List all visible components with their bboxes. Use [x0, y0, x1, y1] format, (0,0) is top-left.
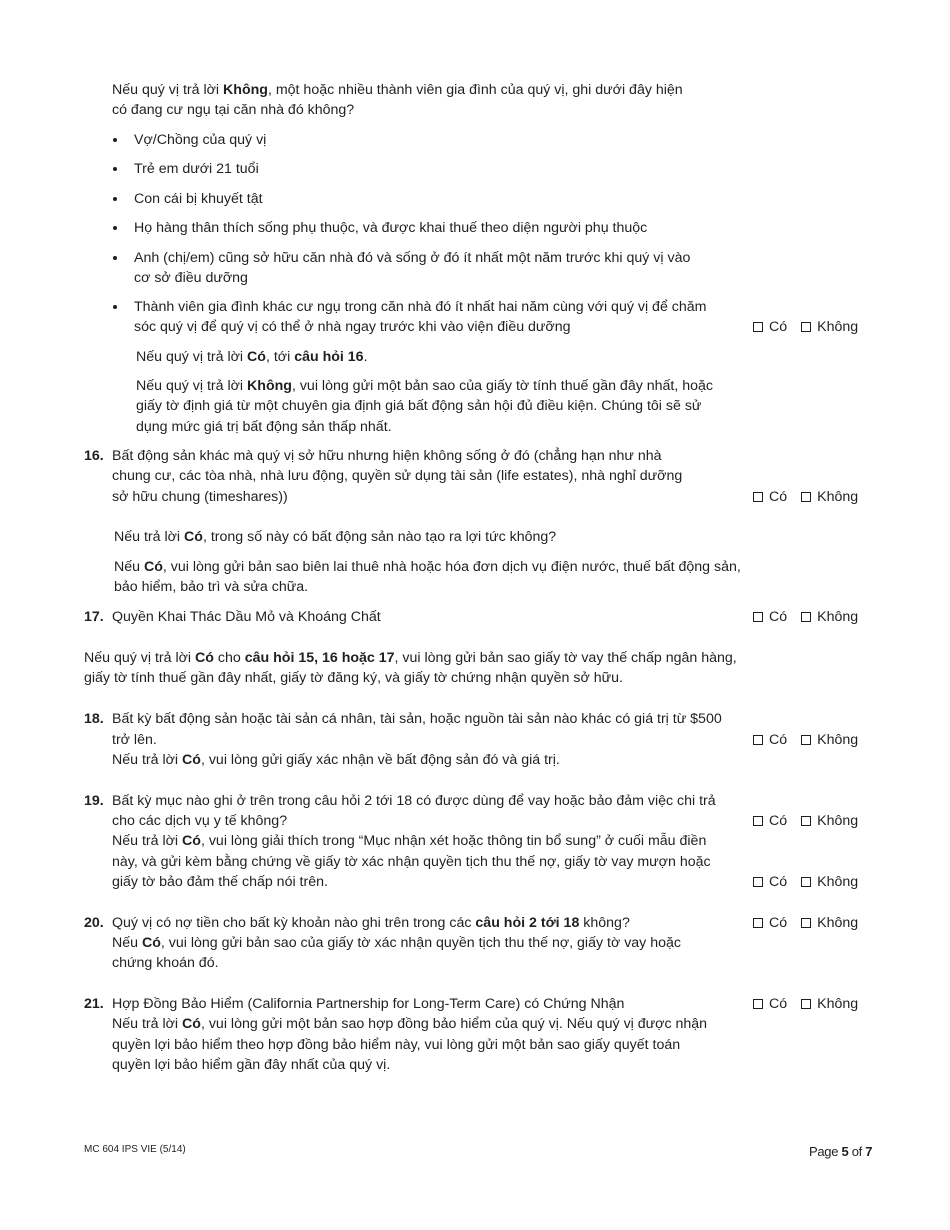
q19-line-2: cho các dịch vụ y tế không? [112, 813, 288, 829]
q17-no-checkbox[interactable] [801, 609, 858, 625]
bullet-icon [113, 167, 117, 171]
yes-label: Có [769, 874, 788, 890]
bold-text: Có [184, 529, 203, 545]
text: Nếu quý vị trả lời [136, 349, 248, 365]
q19-yes-no [753, 811, 858, 831]
q16-followup-2-line-2: bảo hiểm, bảo trì và sửa chữa. [114, 579, 309, 595]
question-number-18: 18. [84, 711, 104, 727]
bullet-item-dependent-relative: Họ hàng thân thích sống phụ thuộc, và được khai thuế theo diện người phụ thuộc [134, 220, 648, 236]
q18-yes-no [753, 730, 858, 750]
q21-yes-no [753, 994, 858, 1014]
bullet-item-caregiver-line-1: Thành viên gia đình khác cư ngụ trong căn nhà đó ít nhất hai năm cùng với quý vị để chăm [134, 299, 707, 315]
no-label: Không [817, 915, 859, 931]
q18-no-checkbox[interactable] [801, 732, 858, 748]
text: Nếu [114, 559, 144, 575]
q16-line-2: chung cư, các tòa nhà, nhà lưu động, quyền sử dụng tài sản (life estates), nhà nghỉ dưỡng [112, 468, 683, 484]
q19-line-1: Bất kỳ mục nào ghi ở trên trong câu hỏi 2 tới 18 có được dùng để vay hoặc bảo đảm việc chi trả [112, 793, 716, 809]
q20-followup-line-2: chứng khoán đó. [112, 955, 219, 971]
yes-label: Có [769, 813, 788, 829]
bold-text: Có [195, 650, 214, 666]
checkbox-icon [801, 492, 811, 502]
checkbox-icon [801, 322, 811, 332]
q15-yes-checkbox[interactable] [753, 319, 787, 335]
q21-yes-checkbox[interactable] [753, 996, 787, 1012]
bullet-icon [113, 197, 117, 201]
q15-yes-no [753, 317, 858, 337]
q15-yes-instruction [136, 347, 368, 367]
form-id: MC 604 IPS VIE (5/14) [84, 1144, 186, 1155]
bold-text: câu hỏi 2 tới 18 [475, 915, 580, 931]
bold-text: Có [143, 559, 163, 575]
q21-followup-line-2: quyền lợi bảo hiểm theo hợp đồng bảo hiểm này, vui lòng gửi một bản sao giấy quyết toán [112, 1037, 681, 1053]
q16-line-3: sở hữu chung (timeshares)) [112, 489, 288, 505]
q16-followup-2-line-1 [114, 557, 741, 577]
text: không? [579, 915, 630, 931]
checkbox-icon [753, 816, 763, 826]
text: . [363, 349, 368, 365]
intro-text: , một hoặc nhiều thành viên gia đình của quý vị, ghi dưới đây hiện [267, 82, 683, 98]
page-of: of [848, 1144, 866, 1159]
q16-yes-no [753, 487, 858, 507]
q17-yes-no [753, 607, 858, 627]
text: Nếu trả lời [112, 1016, 183, 1032]
yes-label: Có [769, 489, 788, 505]
q16-followup-1 [114, 527, 556, 547]
checkbox-icon [753, 492, 763, 502]
checkbox-icon [753, 322, 763, 332]
bold-text: câu hỏi 16 [294, 349, 364, 365]
checkbox-icon [801, 999, 811, 1009]
q16-line-1: Bất động sản khác mà quý vị sở hữu nhưng hiện không sống ở đó (chẳng hạn như nhà [112, 448, 662, 464]
checkbox-icon [801, 918, 811, 928]
intro-line-2: có đang cư ngụ tại căn nhà đó không? [112, 102, 355, 118]
text: , vui lòng gửi bản sao biên lai thuê nhà hoặc hóa đơn dịch vụ điện nước, thuế bất động sản, [162, 559, 741, 575]
q19-no-checkbox[interactable] [801, 813, 858, 829]
no-label: Không [817, 813, 859, 829]
q16-no-checkbox[interactable] [801, 489, 858, 505]
q17-yes-checkbox[interactable] [753, 609, 787, 625]
checkbox-icon [753, 877, 763, 887]
text: Nếu quý vị trả lời [136, 378, 248, 394]
q15-no-instruction-line-1 [136, 376, 713, 396]
q15-no-checkbox[interactable] [801, 319, 858, 335]
q21-line-1: Hợp Đồng Bảo Hiểm (California Partnership for Long-Term Care) có Chứng Nhận [112, 996, 625, 1012]
bold-text: Có [182, 752, 201, 768]
question-number-16: 16. [84, 448, 104, 464]
q17-text: Quyền Khai Thác Dầu Mỏ và Khoáng Chất [112, 609, 381, 625]
yes-label: Có [769, 732, 788, 748]
text: , vui lòng gửi bản sao của giấy tờ xác nhận quyền tịch thu thế nợ, giấy tờ vay hoặc [160, 935, 681, 951]
checkbox-icon [753, 918, 763, 928]
note-15-17-line-1 [84, 648, 737, 668]
checkbox-icon [801, 877, 811, 887]
q19-evidence-no-checkbox[interactable] [801, 874, 858, 890]
bullet-icon [113, 305, 117, 309]
no-label: Không [817, 609, 859, 625]
q19-yes-checkbox[interactable] [753, 813, 787, 829]
page-total: 7 [865, 1144, 873, 1159]
checkbox-icon [753, 612, 763, 622]
text: Nếu quý vị trả lời [84, 650, 196, 666]
no-label: Không [817, 874, 859, 890]
text: , tới [265, 349, 295, 365]
question-number-19: 19. [84, 793, 104, 809]
bold-text: Có [141, 935, 161, 951]
checkbox-icon [801, 816, 811, 826]
no-label: Không [817, 319, 859, 335]
q16-yes-checkbox[interactable] [753, 489, 787, 505]
question-number-17: 17. [84, 609, 104, 625]
page-current: 5 [841, 1144, 849, 1159]
q19-followup-line-3: giấy tờ bảo đảm thế chấp nói trên. [112, 874, 328, 890]
yes-label: Có [769, 996, 788, 1012]
bullet-icon [113, 256, 117, 260]
question-number-20: 20. [84, 915, 104, 931]
q18-line-1: Bất kỳ bất động sản hoặc tài sản cá nhân, tài sản, hoặc nguồn tài sản nào khác có giá trị từ $500 [112, 711, 722, 727]
question-number-21: 21. [84, 996, 104, 1012]
q18-followup [112, 750, 560, 770]
text: , vui lòng gửi một bản sao của giấy tờ tính thuế gần đây nhất, hoặc [291, 378, 714, 394]
q20-line-1 [112, 913, 630, 933]
bold-text: Có [182, 833, 201, 849]
q21-followup-line-1 [112, 1014, 707, 1034]
bullet-item-sibling-line-2: cơ sở điều dưỡng [134, 270, 248, 286]
text: Nếu [112, 935, 142, 951]
no-label: Không [817, 489, 859, 505]
q20-followup-line-1 [112, 933, 681, 953]
bold-text: Có [247, 349, 266, 365]
text: Quý vị có nợ tiền cho bất kỳ khoản nào ghi trên trong các [112, 915, 476, 931]
bold-text: câu hỏi 15, 16 hoặc 17 [244, 650, 395, 666]
page-number [809, 1144, 872, 1160]
bullet-item-disabled-child: Con cái bị khuyết tật [134, 191, 263, 207]
checkbox-icon [753, 999, 763, 1009]
q18-line-2: trở lên. [112, 732, 157, 748]
yes-label: Có [769, 609, 788, 625]
text: , vui lòng gửi giấy xác nhận về bất động sản đó và giá trị. [200, 752, 560, 768]
q21-followup-line-3: quyền lợi bảo hiểm gần đây nhất của quý vị. [112, 1057, 391, 1073]
q20-yes-no [753, 913, 858, 933]
q20-no-checkbox[interactable] [801, 915, 858, 931]
q15-no-instruction-line-3: dụng mức giá trị bất động sản thấp nhất. [136, 419, 392, 435]
no-label: Không [817, 996, 859, 1012]
intro-text: Nếu quý vị trả lời [112, 82, 224, 98]
bullet-item-sibling-line-1: Anh (chị/em) cũng sở hữu căn nhà đó và sống ở đó ít nhất một năm trước khi quý vị vào [134, 250, 691, 266]
page-label: Page [809, 1144, 842, 1159]
q19-evidence-yes-no [753, 872, 858, 892]
intro-bold: Không [223, 82, 268, 98]
text: , trong số này có bất động sản nào tạo ra lợi tức không? [202, 529, 557, 545]
text: , vui lòng gửi bản sao giấy tờ vay thế chấp ngân hàng, [394, 650, 737, 666]
bold-text: Có [182, 1016, 201, 1032]
yes-label: Có [769, 319, 788, 335]
yes-label: Có [769, 915, 788, 931]
bold-text: Không [247, 378, 292, 394]
bullet-item-caregiver-line-2: sóc quý vị để quý vị có thể ở nhà ngay trước khi vào viện điều dưỡng [134, 319, 571, 335]
intro-line-1 [112, 80, 683, 100]
no-label: Không [817, 732, 859, 748]
bullet-icon [113, 138, 117, 142]
text: Nếu trả lời [112, 833, 183, 849]
q19-followup-line-1 [112, 831, 706, 851]
bullet-item-children: Trẻ em dưới 21 tuổi [134, 161, 259, 177]
q20-yes-checkbox[interactable] [753, 915, 787, 931]
q19-followup-line-2: này, và gửi kèm bằng chứng về giấy tờ xác nhận quyền tịch thu thế nợ, giấy tờ vay mượn hoặc [112, 854, 711, 870]
bullet-item-spouse: Vợ/Chồng của quý vị [134, 132, 267, 148]
text: , vui lòng giải thích trong “Mục nhận xét hoặc thông tin bổ sung” ở cuối mẫu điền [200, 833, 707, 849]
note-15-17-line-2: giấy tờ tính thuế gần đây nhất, giấy tờ đăng ký, và giấy tờ chứng nhận quyền sở hữu. [84, 670, 623, 686]
q19-evidence-yes-checkbox[interactable] [753, 874, 787, 890]
checkbox-icon [753, 735, 763, 745]
bullet-icon [113, 226, 117, 230]
q15-no-instruction-line-2: giấy tờ định giá từ một chuyên gia định giá bất động sản hội đủ điều kiện. Chúng tôi sẽ sử [136, 398, 702, 414]
checkbox-icon [801, 612, 811, 622]
checkbox-icon [801, 735, 811, 745]
text: cho [213, 650, 245, 666]
text: , vui lòng gửi một bản sao hợp đồng bảo hiểm của quý vị. Nếu quý vị được nhận [200, 1016, 708, 1032]
q21-no-checkbox[interactable] [801, 996, 858, 1012]
text: Nếu trả lời [114, 529, 185, 545]
q18-yes-checkbox[interactable] [753, 732, 787, 748]
text: Nếu trả lời [112, 752, 183, 768]
